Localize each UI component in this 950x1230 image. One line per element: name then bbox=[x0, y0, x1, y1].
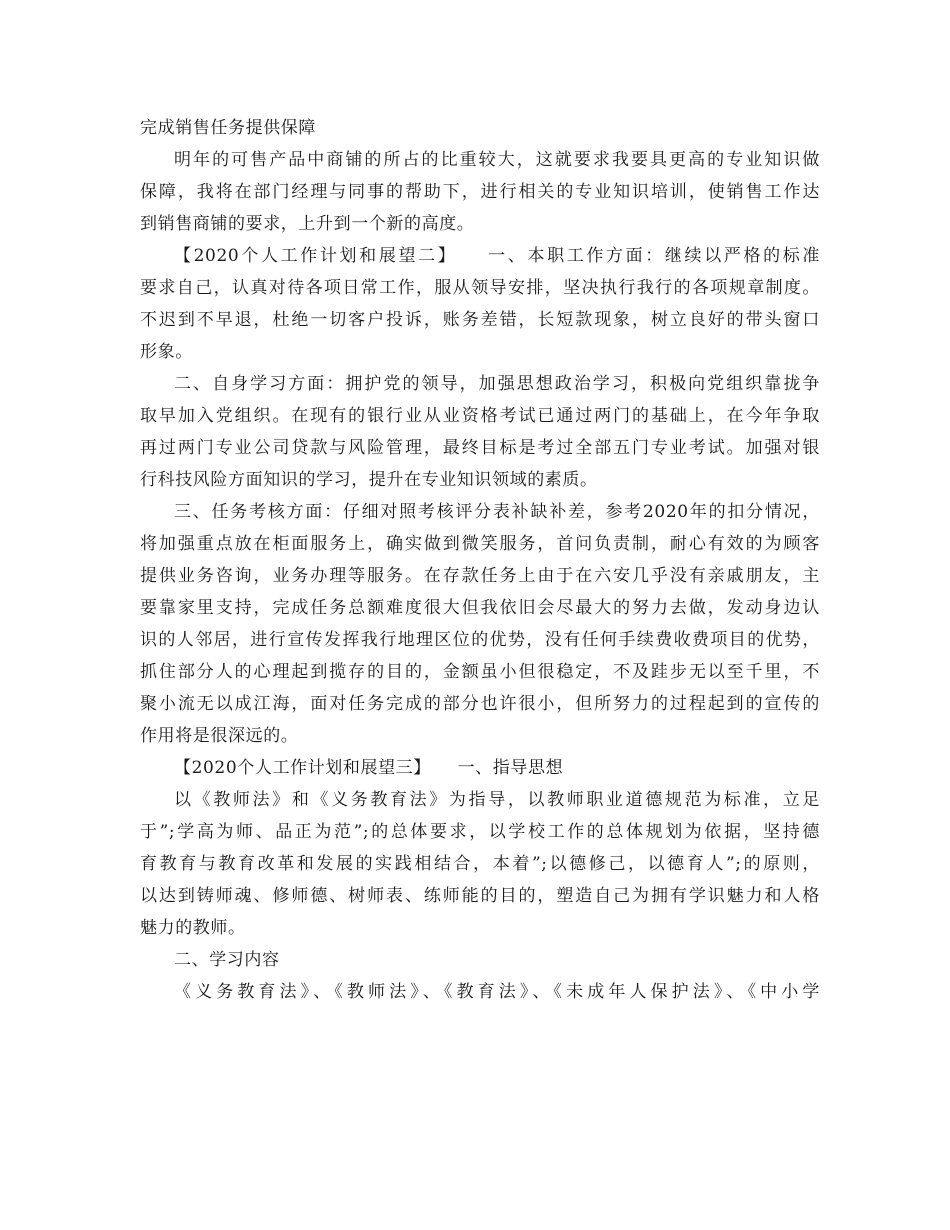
text-line: 保障，我将在部门经理与同事的帮助下，进行相关的专业知识培训，使销售工作达 bbox=[140, 182, 820, 202]
text-line: 以《教师法》和《义务教育法》为指导，以教师职业道德规范为标准，立足 bbox=[174, 790, 820, 810]
text-line: 作用将是很深远的。 bbox=[140, 726, 299, 746]
text-line: 二、学习内容 bbox=[174, 950, 280, 970]
text-line: 明年的可售产品中商铺的所占的比重较大，这就要求我要具更高的专业知识做 bbox=[174, 150, 820, 170]
text-line: 提供业务咨询，业务办理等服务。在存款任务上由于在六安几乎没有亲戚朋友，主 bbox=[140, 566, 820, 586]
text-line: 完成销售任务提供保障 bbox=[140, 118, 316, 138]
text-line: 识的人邻居，进行宣传发挥我行地理区位的优势，没有任何手续费收费项目的优势， bbox=[140, 630, 820, 650]
text-line: 【2020个人工作计划和展望二】 一、本职工作方面：继续以严格的标准 bbox=[174, 246, 820, 266]
text-line: 取早加入党组织。在现有的银行业从业资格考试已通过两门的基础上，在今年争取 bbox=[140, 406, 820, 426]
text-line: 行科技风险方面知识的学习，提升在专业知识领域的素质。 bbox=[140, 470, 598, 490]
text-line: 抓住部分人的心理起到揽存的目的，金额虽小但很稳定，不及跬步无以至千里，不 bbox=[140, 662, 820, 682]
text-line: 【2020个人工作计划和展望三】 一、指导思想 bbox=[174, 758, 564, 778]
text-line: 不迟到不早退，杜绝一切客户投诉，账务差错，长短款现象，树立良好的带头窗口 bbox=[140, 310, 820, 330]
text-line: 将加强重点放在柜面服务上，确实做到微笑服务，首问负责制，耐心有效的为顾客 bbox=[140, 534, 820, 554]
text-line: 要求自己，认真对待各项日常工作，服从领导安排，坚决执行我行的各项规章制度。 bbox=[140, 278, 820, 298]
text-line: 再过两门专业公司贷款与风险管理，最终目标是考过全部五门专业考试。加强对银 bbox=[140, 438, 820, 458]
text-line: 要靠家里支持，完成任务总额难度很大但我依旧会尽最大的努力去做，发动身边认 bbox=[140, 598, 820, 618]
text-line: 育教育与教育改革和发展的实践相结合，本着”;以德修己，以德育人”;的原则， bbox=[140, 854, 820, 874]
text-line: 聚小流无以成江海，面对任务完成的部分也许很小，但所努力的过程起到的宣传的 bbox=[140, 694, 820, 714]
text-line: 三、任务考核方面：仔细对照考核评分表补缺补差，参考2020年的扣分情况， bbox=[174, 502, 820, 522]
text-line: 于”;学高为师、品正为范”;的总体要求，以学校工作的总体规划为依据，坚持德 bbox=[140, 822, 820, 842]
text-line: 形象。 bbox=[140, 342, 193, 362]
text-line: 以达到铸师魂、修师德、树师表、练师能的目的，塑造自己为拥有学识魅力和人格 bbox=[140, 886, 820, 906]
text-line: 二、自身学习方面：拥护党的领导，加强思想政治学习，积极向党组织靠拢争 bbox=[174, 374, 820, 394]
text-line: 到销售商铺的要求，上升到一个新的高度。 bbox=[140, 214, 475, 234]
text-line: 《义务教育法》、《教师法》、《教育法》、《未成年人保护法》、《中小学 bbox=[174, 982, 820, 1002]
document-page bbox=[140, 112, 820, 1008]
text-line: 魅力的教师。 bbox=[140, 918, 246, 938]
